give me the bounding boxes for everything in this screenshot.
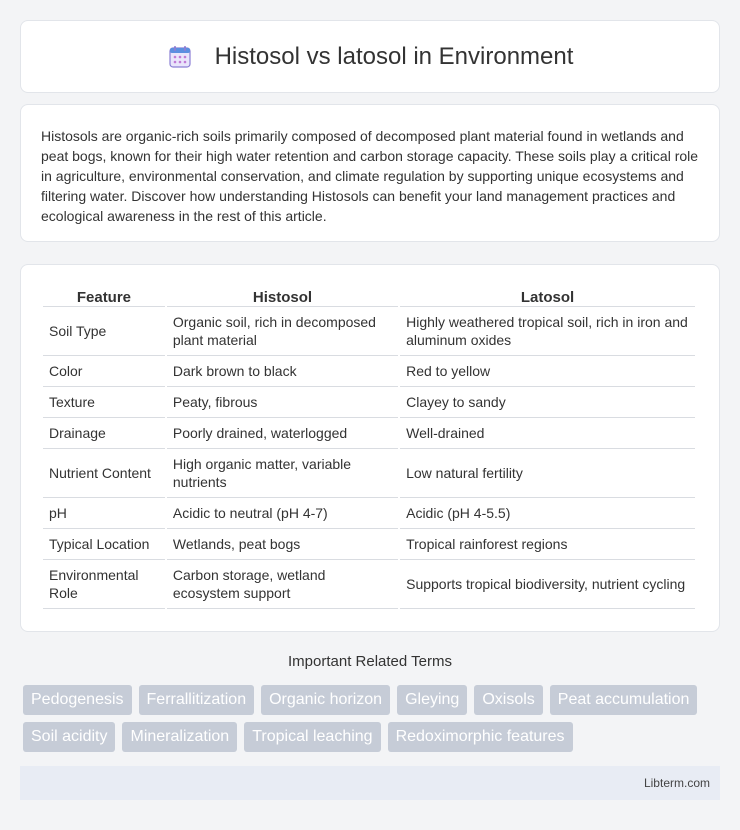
- tag-pedogenesis[interactable]: Pedogenesis: [23, 685, 132, 715]
- footer-site-link[interactable]: Libterm.com: [643, 776, 710, 790]
- row-histosol: Wetlands, peat bogs: [167, 529, 398, 560]
- row-histosol: Peaty, fibrous: [167, 387, 398, 418]
- table-row: [43, 387, 695, 418]
- row-feature: Nutrient Content: [43, 449, 165, 498]
- row-feature: Texture: [43, 387, 165, 418]
- tag-ferrallitization[interactable]: Ferrallitization: [139, 685, 255, 715]
- header-latosol: Latosol: [400, 285, 695, 307]
- row-feature: Typical Location: [43, 529, 165, 560]
- tag-oxisols[interactable]: Oxisols: [474, 685, 542, 715]
- footer: [20, 766, 720, 800]
- tag-gleying[interactable]: Gleying: [397, 685, 467, 715]
- row-feature: Color: [43, 356, 165, 387]
- intro-paragraph: Histosols are organic-rich soils primarily composed of decomposed plant material found in wetlands and peat bogs, known for their high water retention and carbon storage capacity. These soils play a critical role in agriculture, environmental conservation, and climate regulation by supporting unique ecosystems and filtering water. Discover how understanding Histosols can benefit your land management practices and ecological awareness in the rest of this article.: [41, 128, 699, 224]
- row-latosol: Highly weathered tropical soil, rich in iron and aluminum oxides: [400, 307, 695, 356]
- row-latosol: Tropical rainforest regions: [400, 529, 695, 560]
- row-histosol: Organic soil, rich in decomposed plant material: [167, 307, 398, 356]
- row-latosol: Clayey to sandy: [400, 387, 695, 418]
- tag-peat-accumulation[interactable]: Peat accumulation: [550, 685, 698, 715]
- page-title: Histosol vs latosol in Environment: [214, 42, 574, 70]
- table-row: [43, 529, 695, 560]
- table-row: [43, 449, 695, 498]
- row-histosol: Acidic to neutral (pH 4-7): [167, 498, 398, 529]
- row-feature: Soil Type: [43, 307, 165, 356]
- calendar-icon: [167, 44, 193, 70]
- row-latosol: Supports tropical biodiversity, nutrient cycling: [400, 560, 695, 609]
- row-feature: Environmental Role: [43, 560, 165, 609]
- tag-tropical-leaching[interactable]: Tropical leaching: [244, 722, 380, 752]
- intro-card: [20, 104, 720, 242]
- table-row: [43, 560, 695, 609]
- row-latosol: Well-drained: [400, 418, 695, 449]
- table-row: [43, 356, 695, 387]
- header-histosol: Histosol: [167, 285, 398, 307]
- row-latosol: Red to yellow: [400, 356, 695, 387]
- row-feature: Drainage: [43, 418, 165, 449]
- row-histosol: High organic matter, variable nutrients: [167, 449, 398, 498]
- related-terms-title: Important Related Terms: [288, 653, 452, 670]
- row-feature: pH: [43, 498, 165, 529]
- tag-row: [23, 685, 723, 715]
- table-row: [43, 418, 695, 449]
- tag-mineralization[interactable]: Mineralization: [122, 722, 237, 752]
- table-row: [43, 307, 695, 356]
- table-row: [43, 498, 695, 529]
- row-histosol: Poorly drained, waterlogged: [167, 418, 398, 449]
- tag-organic-horizon[interactable]: Organic horizon: [261, 685, 390, 715]
- header-feature: Feature: [43, 285, 165, 307]
- comparison-table-card: [20, 264, 720, 632]
- tag-soil-acidity[interactable]: Soil acidity: [23, 722, 115, 752]
- row-latosol: Acidic (pH 4-5.5): [400, 498, 695, 529]
- title-card: [20, 20, 720, 93]
- table-header-row: [43, 285, 695, 307]
- row-histosol: Dark brown to black: [167, 356, 398, 387]
- tag-redoximorphic-features[interactable]: Redoximorphic features: [388, 722, 573, 752]
- comparison-table: [41, 285, 697, 609]
- row-latosol: Low natural fertility: [400, 449, 695, 498]
- tag-row: [23, 722, 723, 752]
- related-terms-list: [23, 685, 723, 759]
- row-histosol: Carbon storage, wetland ecosystem support: [167, 560, 398, 609]
